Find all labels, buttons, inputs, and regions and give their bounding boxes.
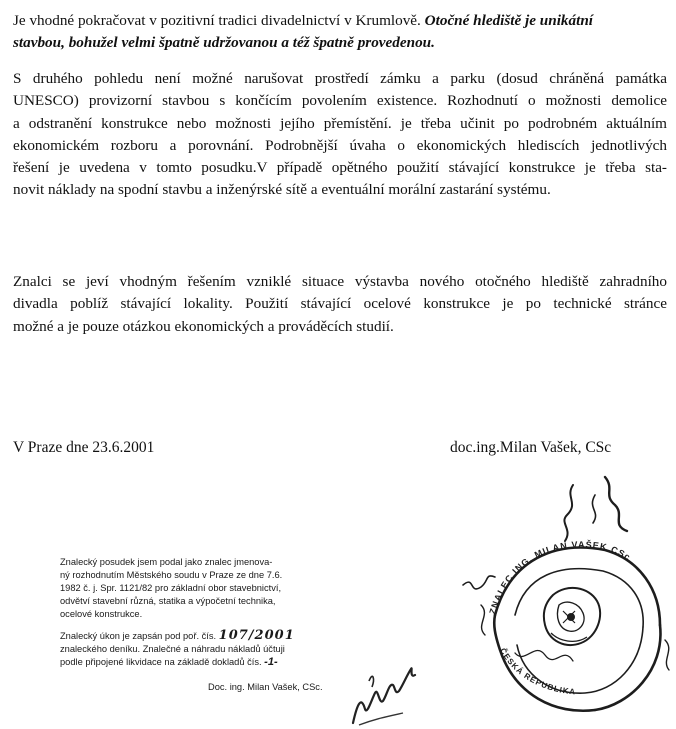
intro-line-1 bbox=[13, 10, 667, 32]
assessment-line: novit náklady na spodní stavbu a inženýrské sítě a eventuální morální zastarání systému. bbox=[13, 181, 551, 199]
stamp-line: odvětví stavební různá, statika a výpočetní technika, bbox=[60, 596, 276, 606]
assessment-line: a odstranění konstrukce nebo možnosti jejího přemístění. je třeba učinit po podrobném aktuálním bbox=[13, 114, 667, 132]
stamp-record-line bbox=[60, 629, 390, 643]
intro-line-2: stavbou, bohužel velmi špatně udržovanou a též špatně provedenou. bbox=[13, 34, 435, 52]
official-seal-icon bbox=[455, 465, 675, 729]
stamp-signature-name: Doc. ing. Milan Vašek, CSc. bbox=[208, 682, 323, 692]
paragraph-intro bbox=[13, 10, 667, 55]
assessment-line: UNESCO) provizorní stavbou s končícím povolením existence. Rozhodnutí o možnosti demolice bbox=[13, 92, 667, 110]
receipt-number-handwritten: -1- bbox=[264, 656, 278, 668]
seal-bottom-text: ČESKÁ REPUBLIKA bbox=[498, 646, 577, 697]
record-number-handwritten: 107/2001 bbox=[218, 628, 295, 643]
paragraph-assessment bbox=[13, 68, 667, 202]
stamp-line: znaleckého deníku. Znalečné a náhradu nákladů účtuji bbox=[60, 644, 285, 654]
stamp-line: 1982 č. j. Spr. 1121/82 pro základní obor stavebnictví, bbox=[60, 583, 282, 593]
receipt-label: podle připojené likvidace na základě dokladů čís. bbox=[60, 657, 262, 667]
stamp-line: ocelové konstrukce. bbox=[60, 609, 143, 619]
record-label: Znalecký úkon je zapsán pod poř. čís. bbox=[60, 631, 217, 641]
assessment-line: S druhého pohledu není možné narušovat prostředí zámku a parku (dosud chráněná památka bbox=[13, 70, 667, 87]
author-name: doc.ing.Milan Vašek, CSc bbox=[450, 439, 612, 456]
intro-text: Je vhodné pokračovat v pozitivní tradici divadelnictví v Krumlově. bbox=[13, 12, 425, 29]
place-and-date: V Praze dne 23.6.2001 bbox=[13, 439, 155, 456]
stamp-receipt-line bbox=[60, 656, 390, 669]
paragraph-conclusion bbox=[13, 271, 667, 338]
stamp-line: Znalecký posudek jsem podal jako znalec jmenova- bbox=[60, 557, 273, 567]
stamp-line: ný rozhodnutím Městského soudu v Praze ze dne 7.6. bbox=[60, 570, 283, 580]
conclusion-line: možné a je pouze otázkou ekonomických a prováděcích studií. bbox=[13, 317, 394, 335]
seal-emblem bbox=[544, 588, 600, 645]
conclusion-line: Znalci se jeví vhodným řešením vzniklé situace výstavba nového otočného hlediště zahradního bbox=[13, 273, 667, 290]
assessment-line: řešení je uvedena v tomto posudku.V případě opětného použití stávající konstrukce je třeba sta- bbox=[13, 159, 667, 177]
handwritten-signature-icon bbox=[345, 635, 435, 729]
assessment-line: ekonomickém rozboru a porovnání. Podrobnější úvaha o ekonomických hlediscích jednotlivých bbox=[13, 136, 667, 154]
intro-emphasis: Otočné hlediště je unikátní bbox=[424, 12, 593, 29]
expert-clause-stamp bbox=[60, 556, 390, 694]
conclusion-line: divadla poblíž stávající lokality. Použití stávající ocelové konstrukce je po technické stránce bbox=[13, 295, 667, 313]
seal-top-text: ZNALEC ING. MILAN VAŠEK CSc bbox=[487, 539, 633, 616]
